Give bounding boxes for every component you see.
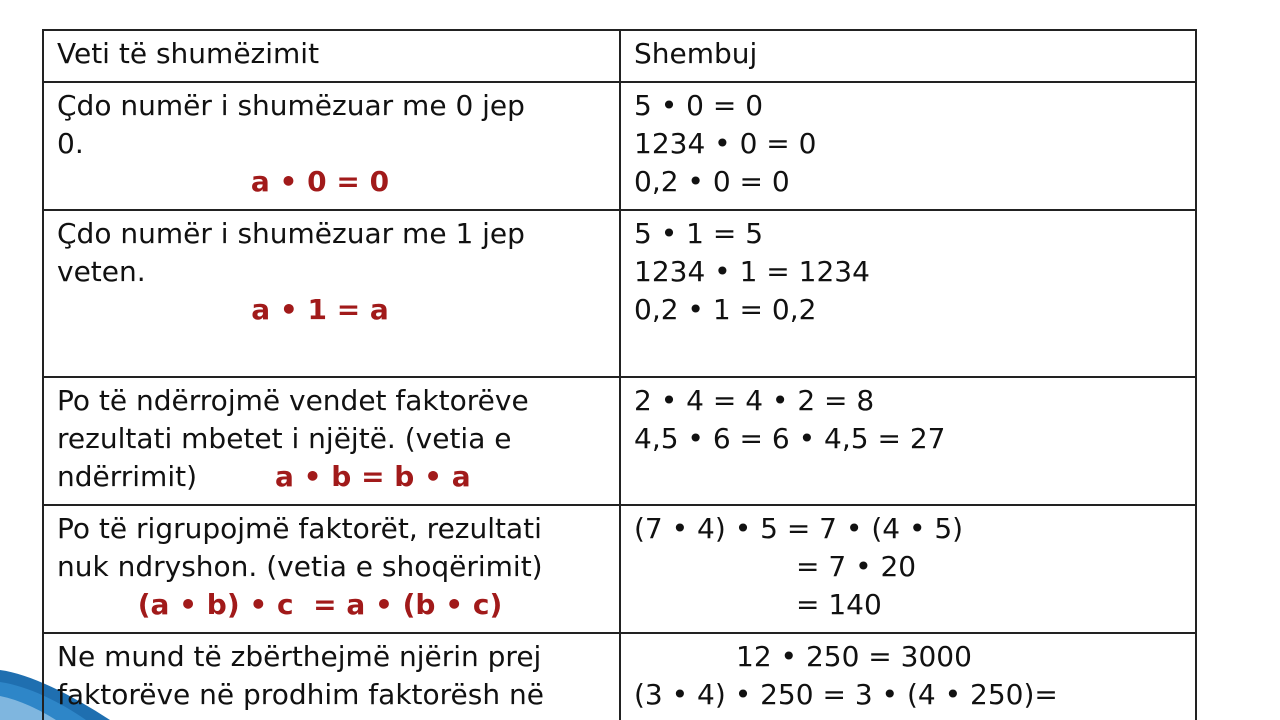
example-line: 1234 • 0 = 0 bbox=[634, 127, 817, 160]
example-line: 4,5 • 6 = 6 • 4,5 = 27 bbox=[634, 422, 946, 455]
examples-cell bbox=[620, 377, 1196, 505]
property-formula: a • 0 = 0 bbox=[250, 165, 390, 198]
example-line: 5 • 0 = 0 bbox=[634, 89, 764, 122]
table-header-row bbox=[43, 30, 1196, 82]
example-line: 12 • 250 = 3000 bbox=[736, 640, 972, 673]
examples-cell bbox=[620, 210, 1196, 377]
property-text-line: Po të ndërrojmë vendet faktorëve bbox=[57, 384, 529, 417]
examples-cell bbox=[620, 505, 1196, 633]
table-row bbox=[43, 633, 1196, 720]
example-line: 0,2 • 0 = 0 bbox=[634, 165, 790, 198]
property-text-line: rezultati mbetet i njëjtë. (vetia e bbox=[57, 422, 512, 455]
property-text-line: faktorëve në prodhim faktorësh në bbox=[57, 678, 544, 711]
property-formula: (a • b) • c = a • (b • c) bbox=[137, 588, 503, 621]
example-line: (7 • 4) • 5 = 7 • (4 • 5) bbox=[634, 512, 964, 545]
example-line: = 7 • 20 bbox=[796, 550, 917, 583]
example-line: 0,2 • 1 = 0,2 bbox=[634, 293, 817, 326]
example-line: 1234 • 1 = 1234 bbox=[634, 255, 870, 288]
property-text-line: Çdo numër i shumëzuar me 0 jep bbox=[57, 89, 525, 122]
property-cell bbox=[43, 505, 620, 633]
header-properties-label: Veti të shumëzimit bbox=[57, 37, 320, 70]
multiplication-properties-table bbox=[42, 29, 1197, 720]
table-row bbox=[43, 377, 1196, 505]
property-text-line: Ne mund të zbërthejmë njërin prej bbox=[57, 640, 542, 673]
header-examples bbox=[620, 30, 1196, 82]
property-cell bbox=[43, 377, 620, 505]
property-cell bbox=[43, 633, 620, 720]
property-text-line-with-formula bbox=[57, 458, 607, 496]
property-text-line: nuk ndryshon. (vetia e shoqërimit) bbox=[57, 550, 543, 583]
table-row bbox=[43, 505, 1196, 633]
property-text-line: veten. bbox=[57, 255, 146, 288]
example-line: = 140 bbox=[796, 588, 882, 621]
examples-cell bbox=[620, 633, 1196, 720]
property-text: ndërrimit) bbox=[57, 460, 198, 493]
property-formula: a • b = b • a bbox=[275, 460, 471, 493]
property-text-line: 0. bbox=[57, 127, 84, 160]
property-formula: a • 1 = a bbox=[251, 293, 389, 326]
table-row bbox=[43, 82, 1196, 210]
property-text-line: Çdo numër i shumëzuar me 1 jep bbox=[57, 217, 525, 250]
example-line: 2 • 4 = 4 • 2 = 8 bbox=[634, 384, 875, 417]
property-cell bbox=[43, 82, 620, 210]
table-row bbox=[43, 210, 1196, 377]
property-cell bbox=[43, 210, 620, 377]
example-line: 5 • 1 = 5 bbox=[634, 217, 764, 250]
example-line: (3 • 4) • 250 = 3 • (4 • 250)= bbox=[634, 678, 1058, 711]
header-examples-label: Shembuj bbox=[634, 37, 758, 70]
header-properties bbox=[43, 30, 620, 82]
examples-cell bbox=[620, 82, 1196, 210]
property-text-line: Po të rigrupojmë faktorët, rezultati bbox=[57, 512, 542, 545]
